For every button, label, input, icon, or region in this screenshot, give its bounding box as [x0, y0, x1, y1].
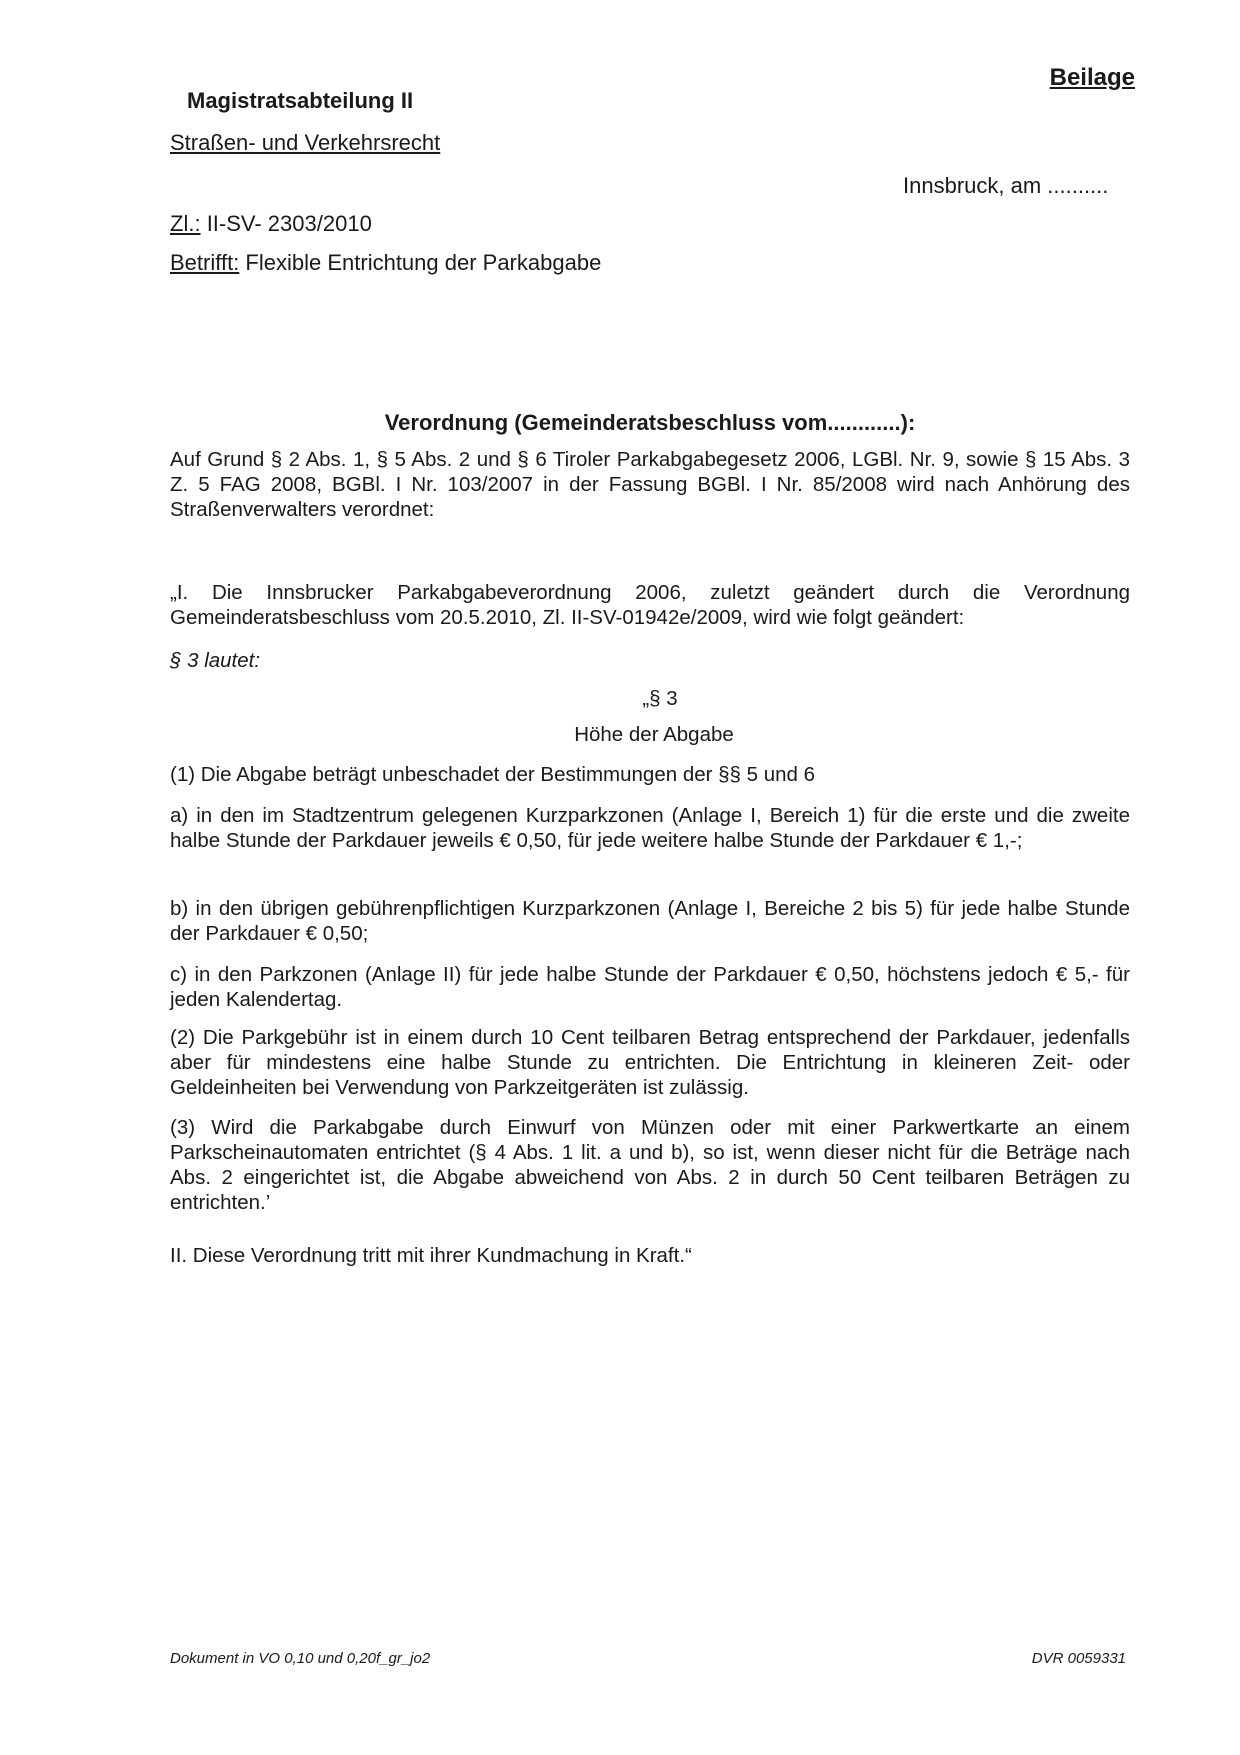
- department-title: Magistratsabteilung II: [187, 88, 414, 113]
- paragraph-3: (3) Wird die Parkabgabe durch Einwurf von Münzen oder mit einer Parkwertkarte an einem Parkscheinautomaten entrichtet (§ 4 Abs. 1 lit. a und b), so ist, wenn dieser nicht für die Beträge nach Abs. 2 eingerichtet ist, die Abgabe abweichend von Abs. 2 in durch 50 Cent teilbaren Beträgen zu entrichten.’: [170, 1116, 1130, 1214]
- legal-basis-paragraph: Auf Grund § 2 Abs. 1, § 5 Abs. 2 und § 6 Tiroler Parkabgabegesetz 2006, LGBl. Nr. 9, sowie § 15 Abs. 3 Z. 5 FAG 2008, BGBl. I Nr. 103/2007 in der Fassung BGBl. I Nr. 85/2008 wird nach Anhörung des Straßenverwalters verordnet:: [170, 448, 1130, 521]
- attachment-label: Beilage: [1049, 64, 1135, 91]
- subject-value: Flexible Entrichtung der Parkabgabe: [245, 250, 602, 275]
- division-title: Straßen- und Verkehrsrecht: [170, 130, 441, 155]
- section-label: § 3 lautet:: [170, 649, 261, 672]
- paragraph-2: (2) Die Parkgebühr ist in einem durch 10 Cent teilbaren Betrag entsprechend der Parkdauer, jedenfalls aber für mindestens eine halbe Stunde zu entrichten. Die Entrichtung in kleineren Zeit- oder Geldeinheiten bei Verwendung von Parkzeitgeräten ist zulässig.: [170, 1026, 1130, 1099]
- place-date: Innsbruck, am ..........: [903, 173, 1109, 198]
- footer-document-ref: Dokument in VO 0,10 und 0,20f_gr_jo2: [170, 1650, 431, 1667]
- article-i-paragraph: „I. Die Innsbrucker Parkabgabeverordnung 2006, zuletzt geändert durch die Verordnung Gemeinderatsbeschluss vom 20.5.2010, Zl. II-SV-01942e/2009, wird wie folgt geändert:: [170, 581, 1130, 629]
- section-title: Höhe der Abgabe: [574, 723, 734, 746]
- subject-line: [170, 250, 601, 276]
- section-number: „§ 3: [642, 687, 678, 710]
- reference-line: [170, 211, 372, 237]
- reference-label: Zl.:: [170, 211, 201, 236]
- paragraph-1c: c) in den Parkzonen (Anlage II) für jede halbe Stunde der Parkdauer € 0,50, höchstens jedoch € 5,- für jeden Kalendertag.: [170, 963, 1130, 1011]
- paragraph-1: (1) Die Abgabe beträgt unbeschadet der Bestimmungen der §§ 5 und 6: [170, 763, 816, 786]
- paragraph-1b: b) in den übrigen gebührenpflichtigen Kurzparkzonen (Anlage I, Bereiche 2 bis 5) für jede halbe Stunde der Parkdauer € 0,50;: [170, 897, 1130, 945]
- subject-label: Betrifft:: [170, 250, 240, 275]
- paragraph-1a: a) in den im Stadtzentrum gelegenen Kurzparkzonen (Anlage I, Bereich 1) für die erste und die zweite halbe Stunde der Parkdauer jeweils € 0,50, für jede weitere halbe Stunde der Parkdauer € 1,-;: [170, 804, 1130, 852]
- article-ii-paragraph: II. Diese Verordnung tritt mit ihrer Kundmachung in Kraft.“: [170, 1244, 692, 1267]
- ordinance-heading: Verordnung (Gemeinderatsbeschluss vom............):: [384, 410, 916, 435]
- footer-dvr: DVR 0059331: [1031, 1650, 1126, 1667]
- reference-value: II-SV- 2303/2010: [206, 211, 372, 236]
